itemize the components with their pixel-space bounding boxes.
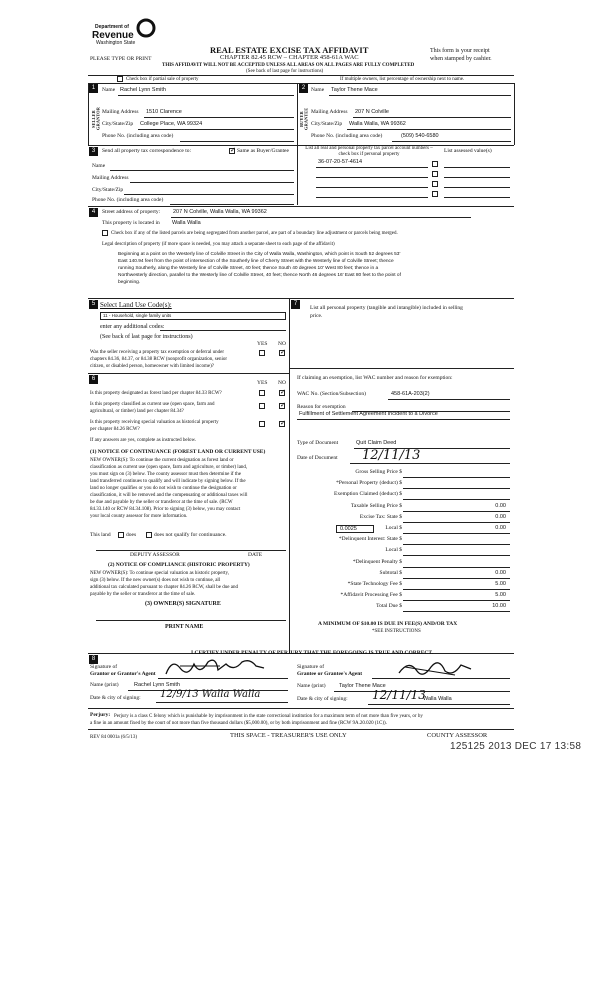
calc-row-label: Exemption Claimed (deduct) $ — [334, 491, 402, 497]
local-rate-box[interactable] — [336, 525, 374, 533]
partial-sale-checkbox[interactable] — [117, 76, 123, 82]
calc-row-value[interactable]: 0.00 — [495, 503, 506, 509]
legal-line-3: running Southerly, along the Westerly line of Colville Street, 40 feet; thence South 40 degrees 10' West 80 feet; thence in a — [118, 266, 379, 271]
grantor-date-city-field[interactable]: 12/9/13 Walla Walla — [160, 689, 261, 700]
logo-revenue: Revenue — [92, 30, 134, 41]
print-name-label: PRINT NAME — [165, 624, 204, 630]
seller-city-field[interactable]: College Place, WA 99324 — [140, 121, 203, 127]
section-1-badge: 1 — [89, 84, 98, 93]
grantee-name-label: Name (print) — [297, 683, 326, 689]
seller-mailing-field[interactable]: 1510 Clarence — [146, 109, 182, 115]
rev-number: REV 84 0001a (6/5/13) — [90, 735, 137, 740]
notice1-line2: classification as current use (open space, farm and agriculture, or timber) land, — [90, 465, 248, 470]
buyer-side-label: BUYER GRANTEE — [299, 107, 309, 131]
wac-label: WAC No. (Section/Subsection) — [297, 391, 366, 397]
street-address-field[interactable]: 207 N Colville, Walla Walla, WA 99362 — [173, 209, 267, 215]
notice2-line1: NEW OWNER(S): To continue special valuation as historic property, — [90, 571, 229, 576]
s6-q3-line1: Is this property receiving special valuation as historical property — [90, 420, 219, 425]
calc-row-label: Total Due $ — [376, 603, 402, 609]
deputy-date-label: DATE — [248, 552, 263, 558]
s6-q1: Is this property designated as forest land per chapter 84.33 RCW? — [90, 391, 222, 396]
calc-row-label: *State Technology Fee $ — [347, 581, 402, 587]
buyer-mailing-field[interactable]: 207 N Colville — [355, 109, 389, 115]
reason-label: Reason for exemption — [297, 404, 346, 410]
s6-q1-yes-checkbox[interactable] — [259, 390, 265, 396]
buyer-name-label: Name — [311, 87, 325, 93]
legal-line-4: Northwesterly direction, parallel to the Westerly line of Colville Street, 40 feet; thence North 46 degrees 16' East 80 feet to the point of — [118, 273, 401, 278]
reason-field[interactable]: Fulfillment of Settlement Agreement Incident to a Divorce — [299, 411, 438, 417]
notice1-line1: NEW OWNER(S): To continue the current designation as forest land or — [90, 458, 234, 463]
corr-city-label: City/State/Zip — [92, 187, 124, 193]
grantee-sig-label-2: Grantee or Grantee's Agent — [297, 671, 363, 677]
notice1-line8: 84.33.140 or RCW 84.34.108). Prior to signing (3) below, you may contact — [90, 507, 241, 512]
perjury-text-1: Perjury is a class C felony which is punishable by imprisonment in the state correctional institution for a maximum term of not more than five years, or by — [114, 714, 423, 719]
grantee-name-field[interactable]: Taylor Thene Mace — [339, 683, 386, 689]
s6-q3-line2: per chapter 84.26 RCW? — [90, 427, 140, 432]
calc-row-value[interactable]: 0.00 — [495, 570, 506, 576]
s5-q1-line2: chapters 84.36, 84.37, or 84.38 RCW (nonprofit organization, senior — [90, 357, 228, 362]
form-warning: THIS AFFIDAVIT WILL NOT BE ACCEPTED UNLESS ALL AREAS ON ALL PAGES ARE FULLY COMPLETED — [162, 63, 415, 68]
section-8-badge: 8 — [89, 655, 98, 664]
located-in-field[interactable]: Walla Walla — [172, 220, 201, 226]
segregated-label: Check box if any of the listed parcels are being segregated from another parcel, are part of a boundary line adjustment or parcels being merged. — [111, 231, 398, 236]
section5-yes: YES — [257, 341, 268, 347]
see-back-note: (See back of last page for instructions) — [246, 69, 324, 74]
logo-state: Washington State — [96, 40, 136, 46]
land-use-select[interactable] — [100, 312, 286, 320]
s5-q1-line3: citizen, or disabled person, homeowner with limited income)? — [90, 364, 214, 369]
notice2-line2: sign (3) below. If the new owner(s) does not wish to continue, all — [90, 578, 221, 583]
exemption-claim-label: If claiming an exemption, list WAC number and reason for exemption: — [297, 375, 453, 381]
section-3-badge: 3 — [89, 147, 98, 156]
perjury-label: Perjury: — [90, 712, 111, 718]
notice1-title: (1) NOTICE OF CONTINUANCE (FOREST LAND OR CURRENT USE) — [90, 449, 266, 455]
section-7-badge: 7 — [291, 300, 300, 309]
s6-q3-no-checkbox[interactable] — [279, 421, 285, 427]
land-use-label: Select Land Use Code(s): — [100, 301, 172, 309]
personal-property-label: List all personal property (tangible and intangible) included in selling — [310, 305, 463, 311]
seller-name-field[interactable]: Rachel Lynn Smith — [120, 87, 166, 93]
logo-dept: Department of — [95, 24, 129, 30]
notice1-line3: you must sign on (3) below. The county assessor must then determine if the — [90, 472, 241, 477]
personal-property-checkbox-1[interactable] — [432, 161, 438, 167]
calc-row-label: *Delinquent Interest: State $ — [338, 536, 402, 542]
personal-property-checkbox-2[interactable] — [432, 171, 438, 177]
this-land-label: This land — [90, 532, 111, 538]
grantor-sig-label-2: Grantor or Grantor's Agent — [90, 671, 156, 677]
s6-q2-line1: Is this property classified as current use (open space, farm and — [90, 402, 215, 407]
section-4-badge: 4 — [89, 208, 98, 217]
s6-q2-no-checkbox[interactable] — [279, 403, 285, 409]
receipt-stamp: 125125 2013 DEC 17 13:58 — [450, 741, 582, 752]
same-as-buyer-checkbox[interactable] — [229, 148, 235, 154]
grantee-sig-label-1: Signature of — [297, 664, 325, 670]
parcel-number-field[interactable]: 36-07-20-57-4614 — [318, 159, 363, 165]
receipt-note-2: when stamped by cashier. — [430, 56, 492, 62]
buyer-city-field[interactable]: Walla Walla, WA 99362 — [349, 121, 406, 127]
notice2-title: (2) NOTICE OF COMPLIANCE (HISTORIC PROPERTY) — [108, 562, 250, 568]
section6-yes: YES — [257, 380, 268, 386]
see-instructions-note: *SEE INSTRUCTIONS — [372, 629, 421, 634]
notice1-line5: land no longer qualifies or you do not wish to continue the designation or — [90, 486, 237, 491]
certify-statement: I CERTIFY UNDER PENALTY OF PERJURY THAT THE FOREGOING IS TRUE AND CORRECT. — [191, 650, 434, 656]
calc-row-value[interactable]: 0.00 — [495, 514, 506, 520]
calc-row-label: Gross Selling Price $ — [355, 469, 402, 475]
buyer-phone-field[interactable]: (509) 540-6580 — [401, 133, 439, 139]
grantee-date-city-label: Date & city of signing: — [297, 696, 348, 702]
grantor-sig-label-1: Signature of — [90, 664, 118, 670]
notice1-line6: classification, it will be removed and the compensating or additional taxes will — [90, 493, 248, 498]
corr-mailing-label: Mailing Address — [92, 175, 129, 181]
segregated-checkbox[interactable] — [102, 230, 108, 236]
multiple-owners-note: If multiple owners, list percentage of ownership next to name. — [340, 77, 465, 82]
wac-field[interactable]: 458-61A-203(2) — [391, 391, 430, 397]
send-correspondence-label: Send all property tax correspondence to: — [102, 148, 192, 154]
partial-sale-label: Check box if partial sale of property — [126, 77, 199, 82]
located-in-label: This property is located in — [102, 220, 160, 226]
s6-q2-yes-checkbox[interactable] — [259, 403, 265, 409]
corr-name-label: Name — [92, 163, 106, 169]
local-rate-value: 0.0025 — [340, 526, 357, 532]
s6-q1-no-checkbox[interactable] — [279, 390, 285, 396]
notice1-line4: land transferred continues to qualify and will indicate by signing below. If the — [90, 479, 246, 484]
same-as-buyer-label: Same as Buyer/Grantee — [237, 148, 289, 154]
buyer-city-label: City/State/Zip — [311, 121, 343, 127]
section-6-badge: 6 — [89, 375, 98, 384]
legal-line-2: East 140.94 feet from the point of intersection of the Southerly line of Cherry Street with the Westerly line of Colville Street; thence — [118, 259, 394, 264]
doc-date-label: Date of Document — [297, 455, 338, 461]
personal-property-checkbox-4[interactable] — [432, 191, 438, 197]
calc-row-label: Subtotal $ — [379, 570, 402, 576]
s5-q1-yes-checkbox[interactable] — [259, 350, 265, 356]
seller-name-label: Name — [102, 87, 116, 93]
calc-row-label: *Affidavit Processing Fee $ — [340, 592, 402, 598]
personal-property-checkbox-3[interactable] — [432, 181, 438, 187]
street-address-label: Street address of property: — [102, 209, 161, 215]
additional-codes-label: enter any additional codes: — [100, 324, 165, 330]
notice2-line4: payable by the seller or transferor at the time of sale. — [90, 592, 196, 597]
answers-note: If any answers are yes, complete as instructed below. — [90, 438, 197, 443]
grantor-name-field[interactable]: Rachel Lynn Smith — [134, 682, 180, 688]
parcel-list-header: List all real and personal property tax parcel account numbers – check box if personal property — [305, 146, 433, 157]
calc-row-label: Taxable Selling Price $ — [350, 503, 402, 509]
section-5-badge: 5 — [89, 300, 98, 309]
legal-line-5: beginning. — [118, 280, 141, 285]
doc-type-label: Type of Document — [297, 440, 339, 446]
grantee-date-field[interactable]: 12/11/13 — [372, 688, 426, 702]
logo-swirl-icon — [136, 18, 156, 38]
does-not-checkbox[interactable] — [146, 532, 152, 538]
buyer-mailing-label: Mailing Address — [311, 109, 348, 115]
section6-no: NO — [278, 380, 286, 386]
section-2-badge: 2 — [299, 84, 308, 93]
grantor-date-city-label: Date & city of signing: — [90, 695, 141, 701]
buyer-name-field[interactable]: Taylor Thene Mace — [331, 87, 378, 93]
does-not-label: does not qualify for continuance. — [154, 532, 227, 538]
section5-no: NO — [278, 341, 286, 347]
seller-side-label: SELLER GRANTOR — [91, 107, 101, 131]
minimum-due-note: A MINIMUM OF $10.00 IS DUE IN FEE(S) AND/OR TAX — [318, 621, 458, 627]
s6-q3-yes-checkbox[interactable] — [259, 421, 265, 427]
seller-city-label: City/State/Zip — [102, 121, 134, 127]
grantor-name-label: Name (print) — [90, 682, 119, 688]
notice1-line7: be due and payable by the seller or transferor at the time of sale. (RCW — [90, 500, 233, 505]
treasurer-use: THIS SPACE - TREASURER'S USE ONLY — [230, 732, 347, 739]
s5-q1-line1: Was the seller receiving a property tax exemption or deferral under — [90, 350, 224, 355]
calc-row-label: *Personal Property (deduct) $ — [336, 480, 402, 486]
s6-q2-line2: agricultural, or timber) land per chapter 84.34? — [90, 409, 184, 414]
doc-date-field[interactable]: 12/11/13 — [362, 448, 421, 463]
s5-q1-no-checkbox[interactable] — [279, 350, 285, 356]
does-checkbox[interactable] — [118, 532, 124, 538]
notice1-line9: your local county assessor for more information. — [90, 514, 188, 519]
calc-row-label: Local $ — [385, 547, 402, 553]
calc-row-value[interactable]: 10.00 — [492, 603, 506, 609]
corr-phone-label: Phone No. (including area code) — [92, 197, 164, 203]
grantor-signature[interactable] — [160, 654, 270, 680]
form-title: REAL ESTATE EXCISE TAX AFFIDAVIT — [210, 45, 369, 55]
seller-phone-label: Phone No. (including area code) — [102, 133, 174, 139]
receipt-note-1: This form is your receipt — [430, 48, 490, 54]
calc-row-value[interactable]: 0.00 — [495, 525, 506, 531]
legal-description-label: Legal description of property (if more space is needed, you may attach a separate sheet to each page of the affidavit) — [102, 242, 335, 247]
assessed-values-header: List assessed value(s) — [444, 148, 492, 154]
notice2-line3: additional tax calculated pursuant to chapter 84.26 RCW, shall be due and — [90, 585, 238, 590]
deputy-assessor-label: DEPUTY ASSESSOR — [130, 552, 180, 558]
does-label: does — [126, 532, 137, 538]
perjury-text-2: a fine in an amount fixed by the court of not more than five thousand dollars ($5,000.00), or by both imprisonment and fine (RCW 9A.20.020 (1C)). — [90, 721, 387, 726]
grantee-city-field[interactable]: Walla Walla — [423, 696, 452, 702]
calc-row-value[interactable]: 5.00 — [495, 592, 506, 598]
calc-row-label: Local $ — [385, 525, 402, 531]
calc-row-label: *Delinquent Penalty $ — [352, 559, 402, 565]
calc-row-label: Excise Tax: State $ — [359, 514, 402, 520]
owner-signature-label: (3) OWNER(S) SIGNATURE — [145, 601, 221, 607]
buyer-phone-label: Phone No. (including area code) — [311, 133, 383, 139]
section5-see-back: (See back of last page for instructions) — [100, 334, 193, 340]
legal-line-1: Beginning at a point on the Westerly line of Colville Street in the City of Walla Walla, Washington, which point is South 52 degrees 53' — [118, 252, 401, 257]
county-assessor: COUNTY ASSESSOR — [427, 732, 488, 739]
doc-type-field[interactable]: Quit Claim Deed — [356, 440, 397, 446]
please-type: PLEASE TYPE OR PRINT — [90, 56, 152, 62]
personal-property-price: price. — [310, 313, 323, 319]
calc-row-value[interactable]: 5.00 — [495, 581, 506, 587]
form-subtitle: CHAPTER 82.45 RCW – CHAPTER 458-61A WAC — [220, 54, 359, 61]
seller-mailing-label: Mailing Address — [102, 109, 139, 115]
land-use-value: 11 - Household, single family units — [103, 313, 172, 318]
